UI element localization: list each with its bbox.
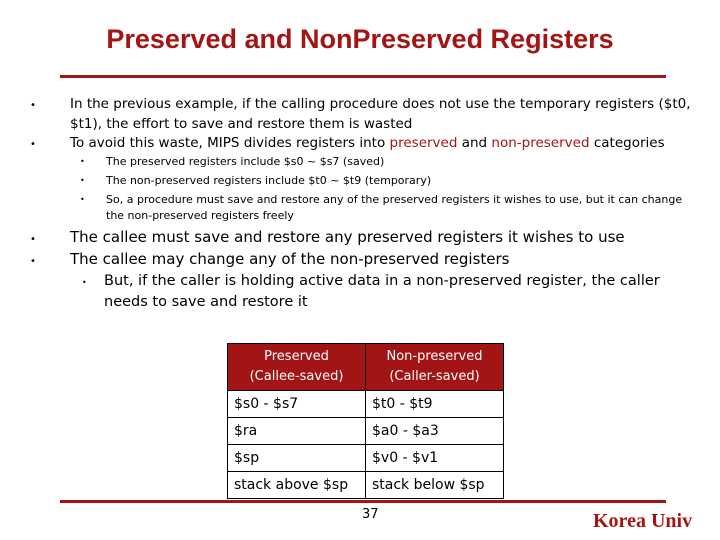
table-row <box>228 418 504 445</box>
bullet-glyph: • <box>30 234 36 245</box>
bullet-glyph: • <box>30 100 36 111</box>
sub-bullet-preserved-registers: The preserved registers include $s0 ~ $s7 (saved) <box>106 155 385 168</box>
sub-bullet-glyph: • <box>80 195 85 204</box>
emphasis-preserved: preserved <box>389 135 458 151</box>
text-run: To avoid this waste, MIPS divides registers into <box>70 135 390 151</box>
bullet-avoid-waste <box>70 133 710 153</box>
header-preserved-line2: (Callee-saved) <box>249 369 344 384</box>
cell-preserved: $sp <box>228 445 366 472</box>
title-divider <box>60 75 666 78</box>
bullet-glyph: • <box>30 139 36 150</box>
sub-bullet-nonpreserved-registers: The non-preserved registers include $t0 ~ $t9 (temporary) <box>106 174 432 187</box>
cell-nonpreserved: $t0 - $t9 <box>366 391 504 418</box>
header-nonpreserved-line1: Non-preserved <box>386 349 483 364</box>
sub-bullet-glyph: • <box>80 157 85 166</box>
cell-nonpreserved: $a0 - $a3 <box>366 418 504 445</box>
table-row <box>228 445 504 472</box>
header-preserved <box>228 344 366 391</box>
bullet-glyph: • <box>30 256 36 267</box>
cell-preserved: $ra <box>228 418 366 445</box>
cell-nonpreserved: $v0 - $v1 <box>366 445 504 472</box>
bullet-previous-example: In the previous example, if the calling procedure does not use the temporary registers ($t0, $t1), the effort to save and restore them is wasted <box>70 96 691 132</box>
sub-bullet-caller-active-data: But, if the caller is holding active data in a non-preserved register, the caller needs to save and restore it <box>104 273 660 310</box>
cell-nonpreserved: stack below $sp <box>366 472 504 499</box>
slide-title: Preserved and NonPreserved Registers <box>106 24 614 54</box>
header-nonpreserved-line2: (Caller-saved) <box>389 369 480 384</box>
text-run: categories <box>589 135 665 151</box>
cell-preserved: $s0 - $s7 <box>228 391 366 418</box>
footer-divider <box>60 500 666 503</box>
table-row <box>228 391 504 418</box>
sub-bullet-glyph: • <box>80 176 85 185</box>
sub-bullet-glyph: • <box>82 278 87 287</box>
bullet-callee-must-save: The callee must save and restore any preserved registers it wishes to use <box>70 228 625 246</box>
register-table <box>227 343 504 499</box>
emphasis-non-preserved: non-preserved <box>491 135 590 151</box>
bullet-callee-may-change: The callee may change any of the non-preserved registers <box>70 250 510 268</box>
text-run: and <box>457 135 492 151</box>
header-preserved-line1: Preserved <box>264 349 329 364</box>
brand-logo-text: Korea Univ <box>593 510 693 532</box>
page-number: 37 <box>362 507 379 522</box>
table-row <box>228 472 504 499</box>
cell-preserved: stack above $sp <box>228 472 366 499</box>
header-nonpreserved <box>366 344 504 391</box>
table-header-row <box>228 344 504 391</box>
sub-bullet-save-restore: So, a procedure must save and restore any of the preserved registers it wishes to use, but it can change the non-preserved registers freely <box>106 193 683 222</box>
